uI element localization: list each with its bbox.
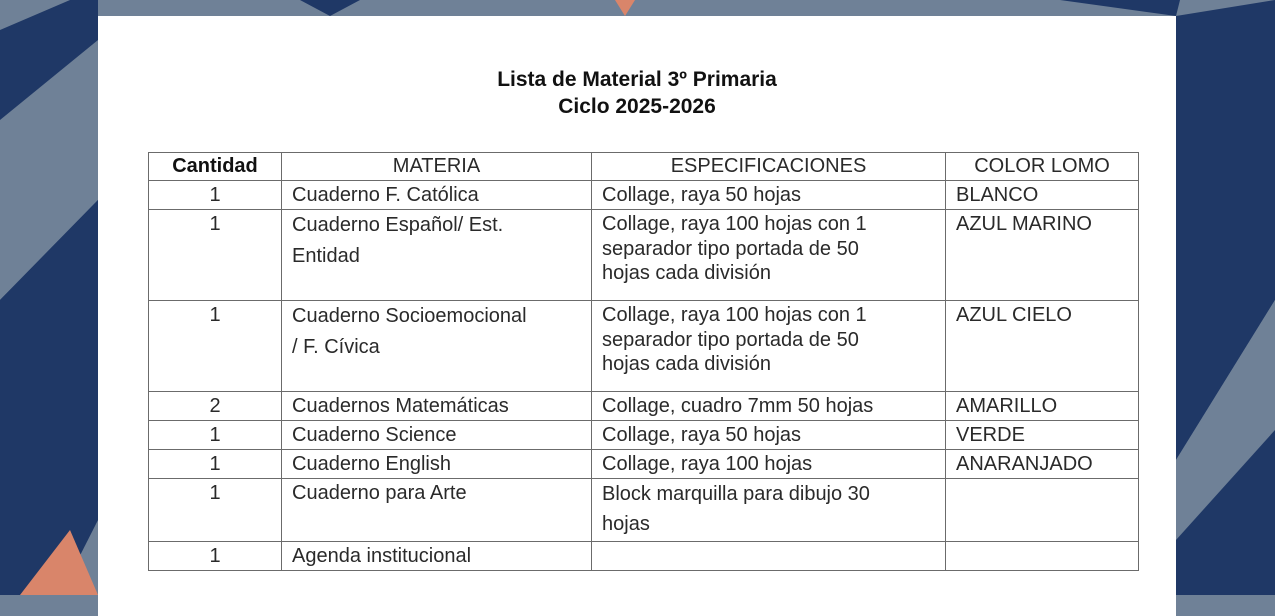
cell-spec-line: hojas cada división <box>602 353 771 375</box>
cell-cantidad: 2 <box>149 392 282 421</box>
cell-cantidad: 1 <box>149 210 282 301</box>
table-row <box>149 210 1139 301</box>
cell-color-lomo <box>946 542 1139 571</box>
table-row <box>149 181 1139 210</box>
cell-especificaciones <box>592 301 946 392</box>
header-especificaciones: ESPECIFICACIONES <box>592 153 946 181</box>
cell-color-lomo <box>946 479 1139 542</box>
cell-especificaciones <box>592 542 946 571</box>
cell-spec-line: separador tipo portada de 50 <box>602 237 859 260</box>
cell-especificaciones: Collage, raya 50 hojas <box>592 421 946 450</box>
cell-color-lomo: AZUL CIELO <box>946 301 1139 392</box>
table-row <box>149 421 1139 450</box>
cell-materia-line: Cuaderno Español/ Est. <box>292 214 504 236</box>
document-title <box>98 66 1176 120</box>
cell-materia: Cuaderno Science <box>282 421 592 450</box>
cell-materia <box>282 301 592 392</box>
cell-materia: Cuadernos Matemáticas <box>282 392 592 421</box>
cell-materia-line: Cuaderno Socioemocional <box>292 305 527 327</box>
title-line-2: Ciclo 2025-2026 <box>558 95 716 118</box>
cell-cantidad: 1 <box>149 450 282 479</box>
table-row <box>149 301 1139 392</box>
materials-table <box>148 152 1139 571</box>
cell-materia-line: Entidad <box>292 245 360 267</box>
cell-spec-line: hojas cada división <box>602 262 771 284</box>
table-row <box>149 450 1139 479</box>
table-header-row <box>149 153 1139 181</box>
cell-especificaciones <box>592 210 946 301</box>
cell-color-lomo: ANARANJADO <box>946 450 1139 479</box>
cell-materia <box>282 210 592 301</box>
cell-spec-line: hojas <box>602 513 650 535</box>
cell-spec-line: Block marquilla para dibujo 30 <box>602 483 870 505</box>
cell-materia: Cuaderno F. Católica <box>282 181 592 210</box>
table-row <box>149 479 1139 542</box>
cell-materia: Cuaderno para Arte <box>282 479 592 542</box>
cell-cantidad: 1 <box>149 421 282 450</box>
document-sheet <box>98 16 1176 616</box>
cell-especificaciones: Collage, raya 50 hojas <box>592 181 946 210</box>
cell-spec-line: separador tipo portada de 50 <box>602 328 859 351</box>
header-materia: MATERIA <box>282 153 592 181</box>
table-row <box>149 392 1139 421</box>
cell-cantidad: 1 <box>149 479 282 542</box>
cell-materia-line: / F. Cívica <box>292 336 380 358</box>
cell-color-lomo: BLANCO <box>946 181 1139 210</box>
cell-color-lomo: AZUL MARINO <box>946 210 1139 301</box>
cell-cantidad: 1 <box>149 181 282 210</box>
cell-cantidad: 1 <box>149 301 282 392</box>
cell-especificaciones: Collage, cuadro 7mm 50 hojas <box>592 392 946 421</box>
header-color-lomo: COLOR LOMO <box>946 153 1139 181</box>
cell-materia: Agenda institucional <box>282 542 592 571</box>
cell-color-lomo: VERDE <box>946 421 1139 450</box>
cell-spec-line: Collage, raya 100 hojas con 1 <box>602 304 867 326</box>
cell-cantidad: 1 <box>149 542 282 571</box>
cell-color-lomo: AMARILLO <box>946 392 1139 421</box>
cell-spec-line: Collage, raya 100 hojas con 1 <box>602 213 867 235</box>
title-line-1: Lista de Material 3º Primaria <box>497 68 777 91</box>
cell-especificaciones <box>592 479 946 542</box>
cell-materia: Cuaderno English <box>282 450 592 479</box>
table-row <box>149 542 1139 571</box>
cell-especificaciones: Collage, raya 100 hojas <box>592 450 946 479</box>
header-cantidad: Cantidad <box>149 153 282 181</box>
